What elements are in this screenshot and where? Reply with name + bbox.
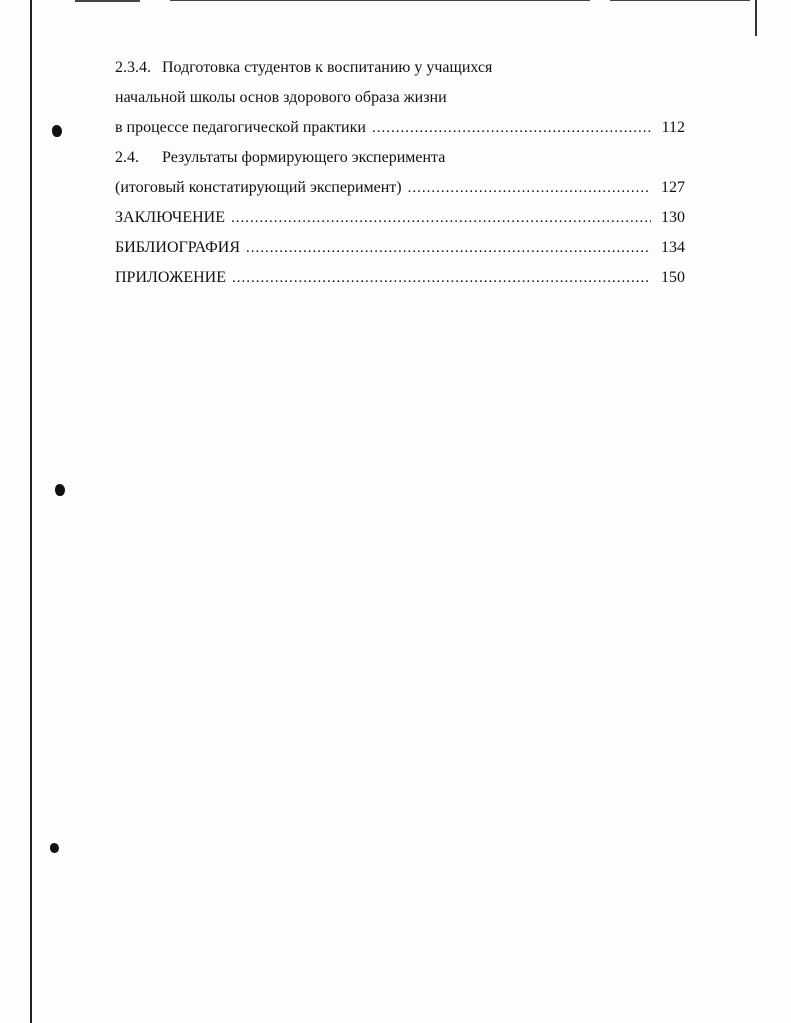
toc-entry-title: Подготовка студентов к воспитанию у учащихся bbox=[162, 59, 493, 76]
toc-page-number: 112 bbox=[661, 119, 685, 136]
scan-edge-left bbox=[30, 0, 32, 1023]
toc-entry-line bbox=[115, 233, 685, 263]
toc-entry-title: начальной школы основ здорового образа жизни bbox=[115, 89, 447, 106]
scan-edge-top bbox=[610, 0, 750, 1]
toc-entry-line bbox=[115, 83, 685, 113]
toc-entry-line bbox=[115, 203, 685, 233]
toc-page-number: 150 bbox=[661, 269, 685, 286]
toc-entry-title: (итоговый констатирующий эксперимент) bbox=[115, 179, 402, 196]
toc-entry-number: 2.3.4. bbox=[115, 59, 151, 76]
toc-page-number: 134 bbox=[661, 239, 685, 256]
toc-entry-number: 2.4. bbox=[115, 149, 139, 166]
toc-entry-title: Результаты формирующего эксперимента bbox=[162, 149, 446, 166]
toc-page-number: 127 bbox=[661, 179, 685, 196]
toc-entry-line bbox=[115, 263, 685, 293]
scan-edge-top bbox=[75, 0, 140, 2]
punch-hole-mark bbox=[52, 125, 62, 137]
toc-entry-line bbox=[115, 113, 685, 143]
dot-leader bbox=[232, 263, 651, 293]
toc-entry-title: БИБЛИОГРАФИЯ bbox=[115, 239, 241, 256]
toc-entry-line bbox=[115, 173, 685, 203]
toc-entry-line bbox=[115, 143, 685, 173]
scan-edge-right bbox=[755, 0, 757, 36]
toc-entry-line bbox=[115, 53, 685, 83]
table-of-contents bbox=[115, 53, 685, 293]
toc-page-number: 130 bbox=[661, 209, 685, 226]
toc-entry-title: ЗАКЛЮЧЕНИЕ bbox=[115, 209, 225, 226]
dot-leader bbox=[231, 203, 651, 233]
punch-hole-mark bbox=[50, 843, 59, 853]
dot-leader bbox=[246, 233, 651, 263]
toc-entry-title: в процессе педагогической практики bbox=[115, 119, 366, 136]
scan-edge-top bbox=[170, 0, 590, 1]
punch-hole-mark bbox=[55, 484, 65, 496]
dot-leader bbox=[372, 113, 651, 143]
dot-leader bbox=[408, 173, 651, 203]
toc-entry-title: ПРИЛОЖЕНИЕ bbox=[115, 269, 227, 286]
